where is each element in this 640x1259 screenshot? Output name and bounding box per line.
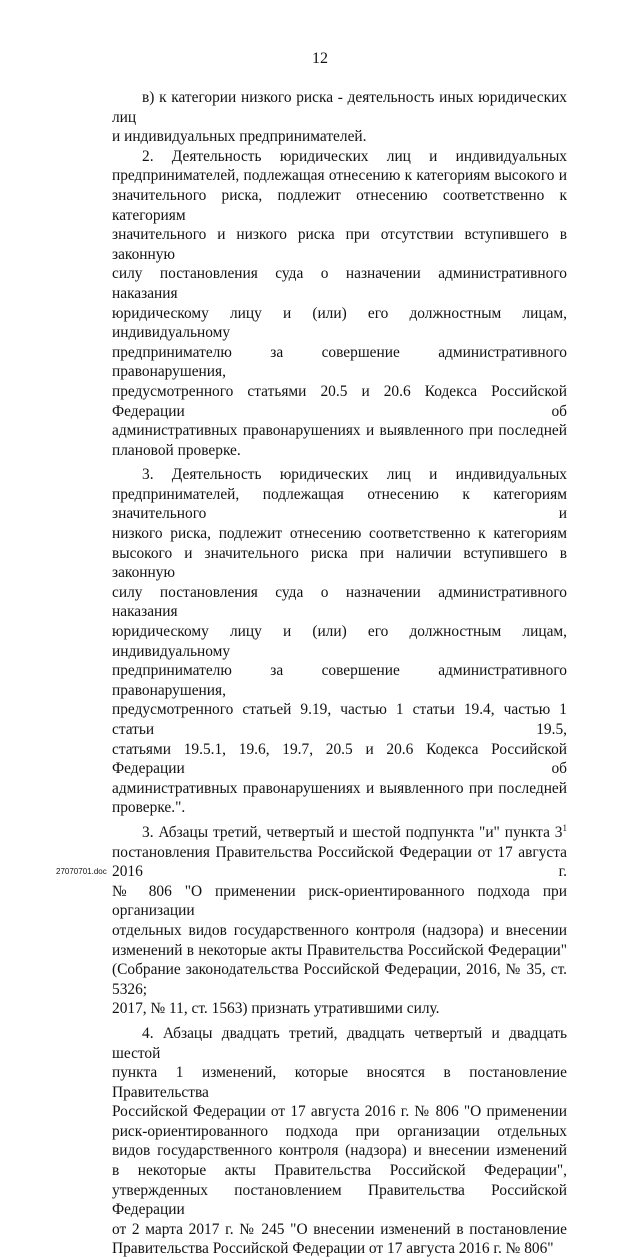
text-line: постановления Правительства Российской Федерации от 17 августа 2016 г. [112, 843, 567, 881]
paragraph-2 [112, 147, 567, 461]
text-line: предусмотренного статьей 9.19, частью 1 статьи 19.4, частью 1 статьи 19.5, [112, 701, 567, 738]
text-line: предпринимателю за совершение административного правонарушения, [112, 343, 567, 381]
text-line: видов государственного контроля (надзора) и внесении изменений [112, 1142, 567, 1160]
page-number: 12 [312, 50, 328, 67]
superscript: 1 [562, 822, 567, 833]
text-line: предпринимателей, подлежащая отнесению к категориям значительного и [112, 485, 567, 523]
text-line: статьями 19.5.1, 19.6, 19.7, 20.5 и 20.6 Кодекса Российской Федерации об [112, 740, 567, 778]
text-line: в некоторые акты Правительства Российской Федерации", [112, 1162, 567, 1180]
text-line: риск-ориентированного подхода при организации отдельных [112, 1122, 567, 1140]
text-line: высокого и значительного риска при наличии вступившего в законную [112, 544, 567, 582]
paragraph-3 [112, 465, 567, 818]
text-line: 4. Абзацы двадцать третий, двадцать четвертый и двадцать шестой [112, 1024, 567, 1062]
text-line: значительного риска, подлежит отнесению соответственно к категориям [112, 186, 567, 224]
text-line: силу постановления суда о назначении административного наказания [112, 583, 567, 621]
text-line: юридическому лицу и (или) его должностным лицам, индивидуальному [112, 623, 567, 660]
text-line: от 2 марта 2017 г. № 245 "О внесении изменений в постановление [112, 1220, 567, 1238]
text-line: значительного и низкого риска при отсутствии вступившего в законную [112, 226, 567, 263]
text-line: низкого риска, подлежит отнесению соответственно к категориям [112, 525, 567, 543]
text-line: предпринимателю за совершение административного правонарушения, [112, 662, 567, 699]
text-line: административных правонарушениях и выявленного при последней [112, 422, 567, 440]
document-body [112, 88, 567, 1259]
text-line: Российской Федерации от 17 августа 2016 г. № 806 "О применении [112, 1103, 567, 1121]
text-line: 2. Деятельность юридических лиц и индивидуальных [142, 147, 567, 165]
text-line: утвержденных постановлением Правительства Российской Федерации [112, 1181, 567, 1219]
text-line: предусмотренного статьями 20.5 и 20.6 Кодекса Российской Федерации об [112, 382, 567, 420]
paragraph-point-4 [112, 1024, 567, 1259]
text-line: силу постановления суда о назначении административного наказания [112, 265, 567, 302]
text-line: административных правонарушениях и выявленного при последней [112, 779, 567, 797]
paragraph-risk-low [112, 88, 567, 147]
text-line: проверке.". [112, 799, 186, 817]
text-line: предпринимателей, подлежащая отнесению к категориям высокого и [112, 167, 567, 185]
text-line: отдельных видов государственного контроля (надзора) и внесении [112, 921, 567, 939]
text-line: 3. Абзацы третий, четвертый и шестой подпункта "и" пункта $3^1$ [142, 822, 567, 841]
text-line: юридическому лицу и (или) его должностным лицам, индивидуальному [112, 304, 567, 342]
text-line: изменений в некоторые акты Правительства Российской Федерации" [112, 941, 567, 959]
text-line: 2017, № 11, ст. 1563) признать утратившими силу. [112, 1000, 440, 1018]
text-line: № 806 "О применении риск-ориентированного подхода при организации [112, 882, 567, 920]
text-line: плановой проверке. [112, 441, 241, 459]
text-line: в) к категории низкого риска - деятельность иных юридических лиц [112, 89, 567, 126]
text-line: 3. Деятельность юридических лиц и индивидуальных [142, 466, 567, 484]
footer-filename: 27070701.doc [56, 867, 107, 876]
paragraph-point-3 [112, 823, 567, 1019]
text-line: пункта 1 изменений, которые вносятся в постановление Правительства [112, 1064, 567, 1101]
text-line: (Собрание законодательства Российской Федерации, 2016, № 35, ст. 5326; [112, 961, 567, 998]
text-line: Правительства Российской Федерации от 17 августа 2016 г. № 806" [112, 1240, 554, 1258]
text-line: и индивидуальных предпринимателей. [112, 128, 367, 146]
